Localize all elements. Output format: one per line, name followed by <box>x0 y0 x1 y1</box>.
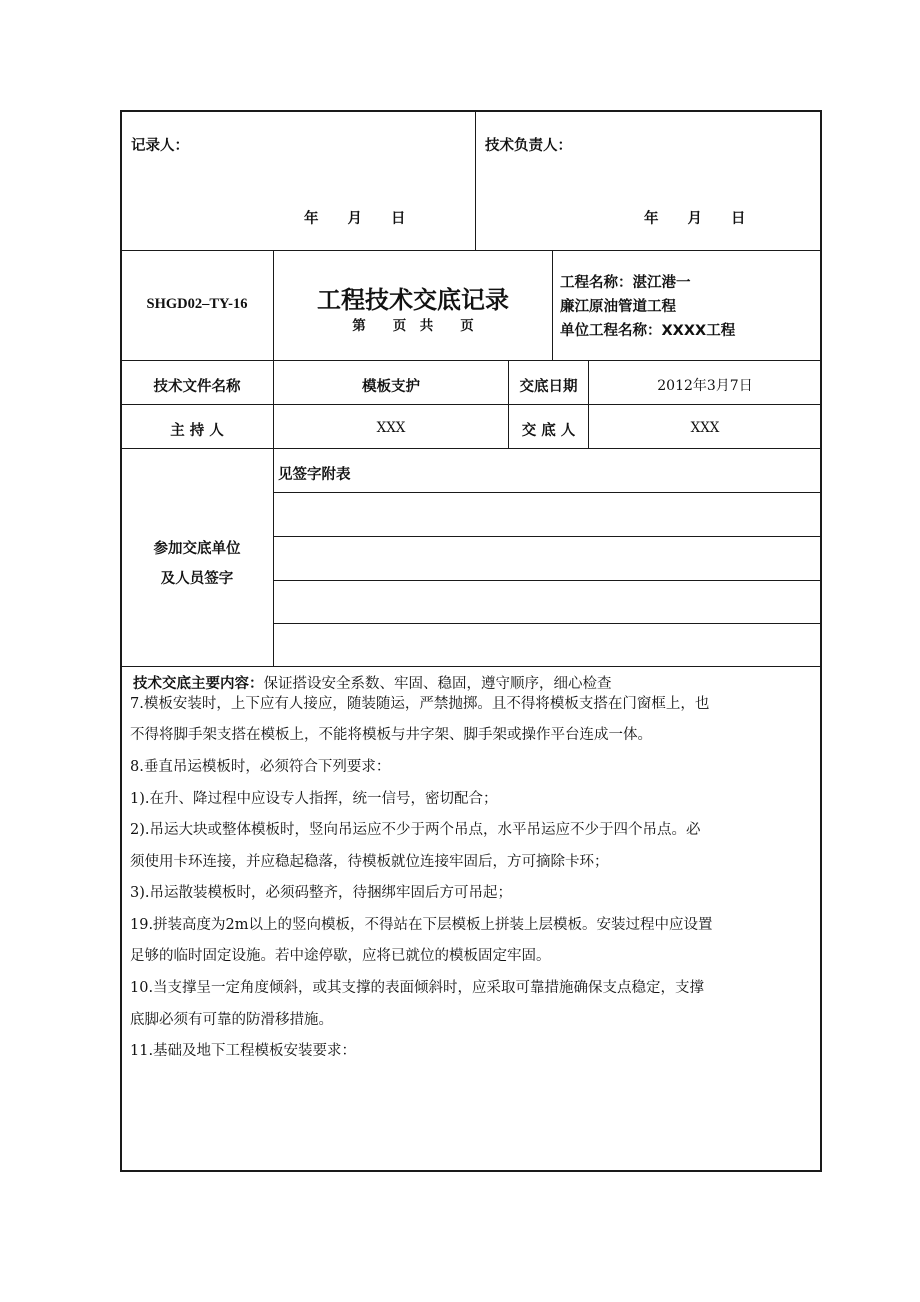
content-line: 11.基础及地下工程模板安装要求： <box>130 1043 357 1059</box>
tech-lead-date: 年 月 日 <box>644 211 746 227</box>
form-code: SHGD02–TY-16 <box>146 296 248 312</box>
content-line: 7.模板安装时，上下应有人接应，随装随运，严禁抛掷。且不得将模板支搭在门窗框上，也 <box>130 696 710 712</box>
divider <box>274 536 822 537</box>
content-line: 19.拼装高度为2m以上的竖向模板，不得站在下层模板上拼装上层模板。安装过程中应设置 <box>130 917 713 933</box>
divider <box>508 360 509 448</box>
host-label: 主 持 人 <box>170 423 224 439</box>
page-info: 第 页 共 页 <box>352 318 474 334</box>
signature-note: 见签字附表 <box>278 467 351 483</box>
divider <box>274 492 822 493</box>
recorder-date: 年 月 日 <box>304 211 406 227</box>
divider <box>552 250 553 360</box>
doc-name-label: 技术文件名称 <box>153 379 241 395</box>
content-heading-row <box>133 672 612 693</box>
page-title: 工程技术交底记录 <box>317 286 509 314</box>
content-summary: 保证搭设安全系数、牢固、稳固，遵守顺序，细心检查 <box>263 676 612 692</box>
participants-label-cont: 及人员签字 <box>160 571 234 587</box>
divider <box>273 250 274 666</box>
content-line: 须使用卡环连接，并应稳起稳落，待模板就位连接牢固后，方可摘除卡环； <box>130 854 609 870</box>
host-value: XXX <box>376 420 406 436</box>
divider <box>120 666 822 667</box>
content-line: 足够的临时固定设施。若中途停歇，应将已就位的模板固定牢固。 <box>130 948 551 964</box>
content-heading: 技术交底主要内容： <box>133 676 264 692</box>
divider <box>120 448 822 449</box>
divider <box>120 250 822 251</box>
content-line: 8.垂直吊运模板时，必须符合下列要求： <box>130 759 391 775</box>
content-line: 10.当支撑呈一定角度倾斜，或其支撑的表面倾斜时，应采取可靠措施确保支点稳定，支撑 <box>130 980 705 996</box>
content-line: 底脚必须有可靠的防滑移措施。 <box>130 1012 333 1028</box>
tech-lead-label: 技术负责人： <box>485 138 572 154</box>
presenter-label: 交 底 人 <box>521 423 576 439</box>
content-line: 不得将脚手架支搭在模板上，不能将模板与井字架、脚手架或操作平台连成一体。 <box>130 727 652 743</box>
participants-label: 参加交底单位 <box>153 541 241 557</box>
doc-name-value: 模板支护 <box>362 379 420 395</box>
content-line: 2).吊运大块或整体模板时，竖向吊运应不少于两个吊点，水平吊运应不少于四个吊点。必 <box>130 822 701 838</box>
divider <box>274 623 822 624</box>
recorder-label: 记录人： <box>131 138 189 154</box>
unit-project-name: 单位工程名称：XXXX工程 <box>560 323 736 339</box>
content-line: 3).吊运散装模板时，必须码整齐，待捆绑牢固后方可吊起； <box>130 885 512 901</box>
divider <box>475 110 476 250</box>
project-name: 工程名称：湛江港一 <box>560 275 691 291</box>
divider <box>588 360 589 448</box>
divider <box>274 580 822 581</box>
presenter-value: XXX <box>690 420 720 436</box>
content-line: 1).在升、降过程中应设专人指挥，统一信号，密切配合； <box>130 791 498 807</box>
project-name-cont: 廉江原油管道工程 <box>560 299 676 315</box>
divider <box>120 360 822 361</box>
date-label: 交底日期 <box>519 379 578 395</box>
date-value: 2012年3月7日 <box>657 378 753 394</box>
divider <box>120 404 822 405</box>
